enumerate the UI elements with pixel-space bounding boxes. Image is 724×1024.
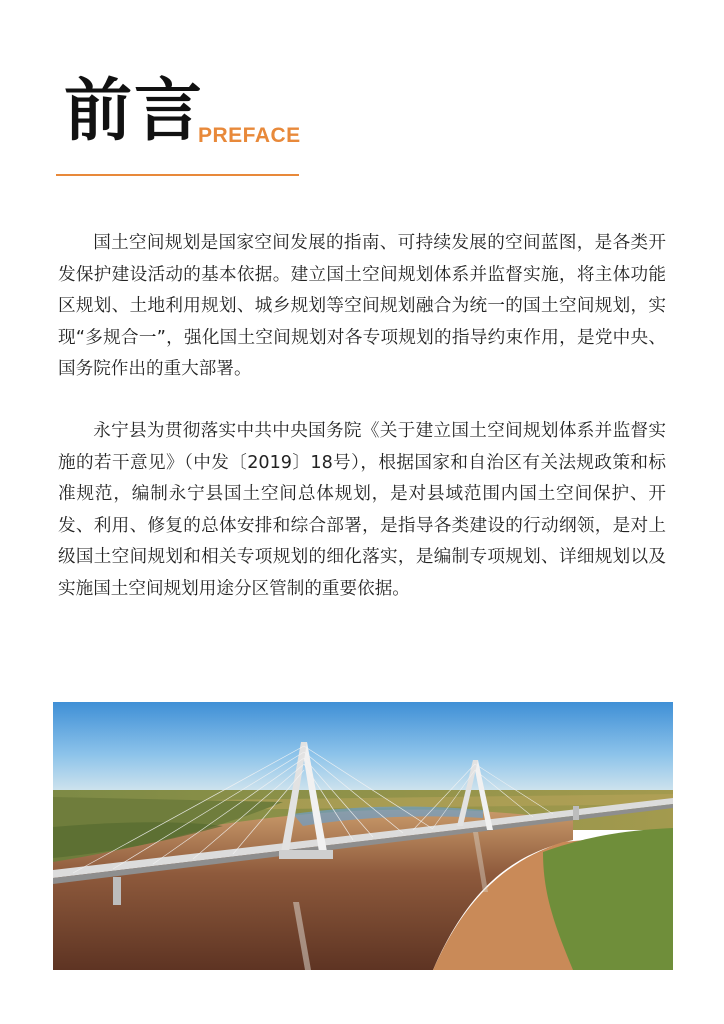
page-subtitle: PREFACE (198, 124, 301, 147)
bridge-photo (53, 702, 673, 970)
page-title: 前言 (64, 72, 205, 151)
paragraph-1: 国土空间规划是国家空间发展的指南、可持续发展的空间蓝图，是各类开发保护建设活动的基本依据。建立国土空间规划体系并监督实施，将主体功能区规划、土地利用规划、城乡规划等空间规划融合为统一的国土空间规划，实现“多规合一”，强化国土空间规划对各专项规划的指导约束作用，是党中央、国务院作出的重大部署。 (58, 233, 666, 380)
preface-body (58, 228, 666, 606)
paragraph-2: 永宁县为贯彻落实中共中央国务院《关于建立国土空间规划体系并监督实施的若干意见》（中发〔2019〕18号），根据国家和自治区有关法规政策和标准规范，编制永宁县国土空间总体规划，是对县域范围内国土空间保护、开发、利用、修复的总体安排和综合部署，是指导各类建设的行动纲领，是对上级国土空间规划和相关专项规划的细化落实，是编制专项规划、详细规划以及实施国土空间规划用途分区管制的重要依据。 (58, 420, 666, 599)
title-underline (56, 174, 299, 176)
